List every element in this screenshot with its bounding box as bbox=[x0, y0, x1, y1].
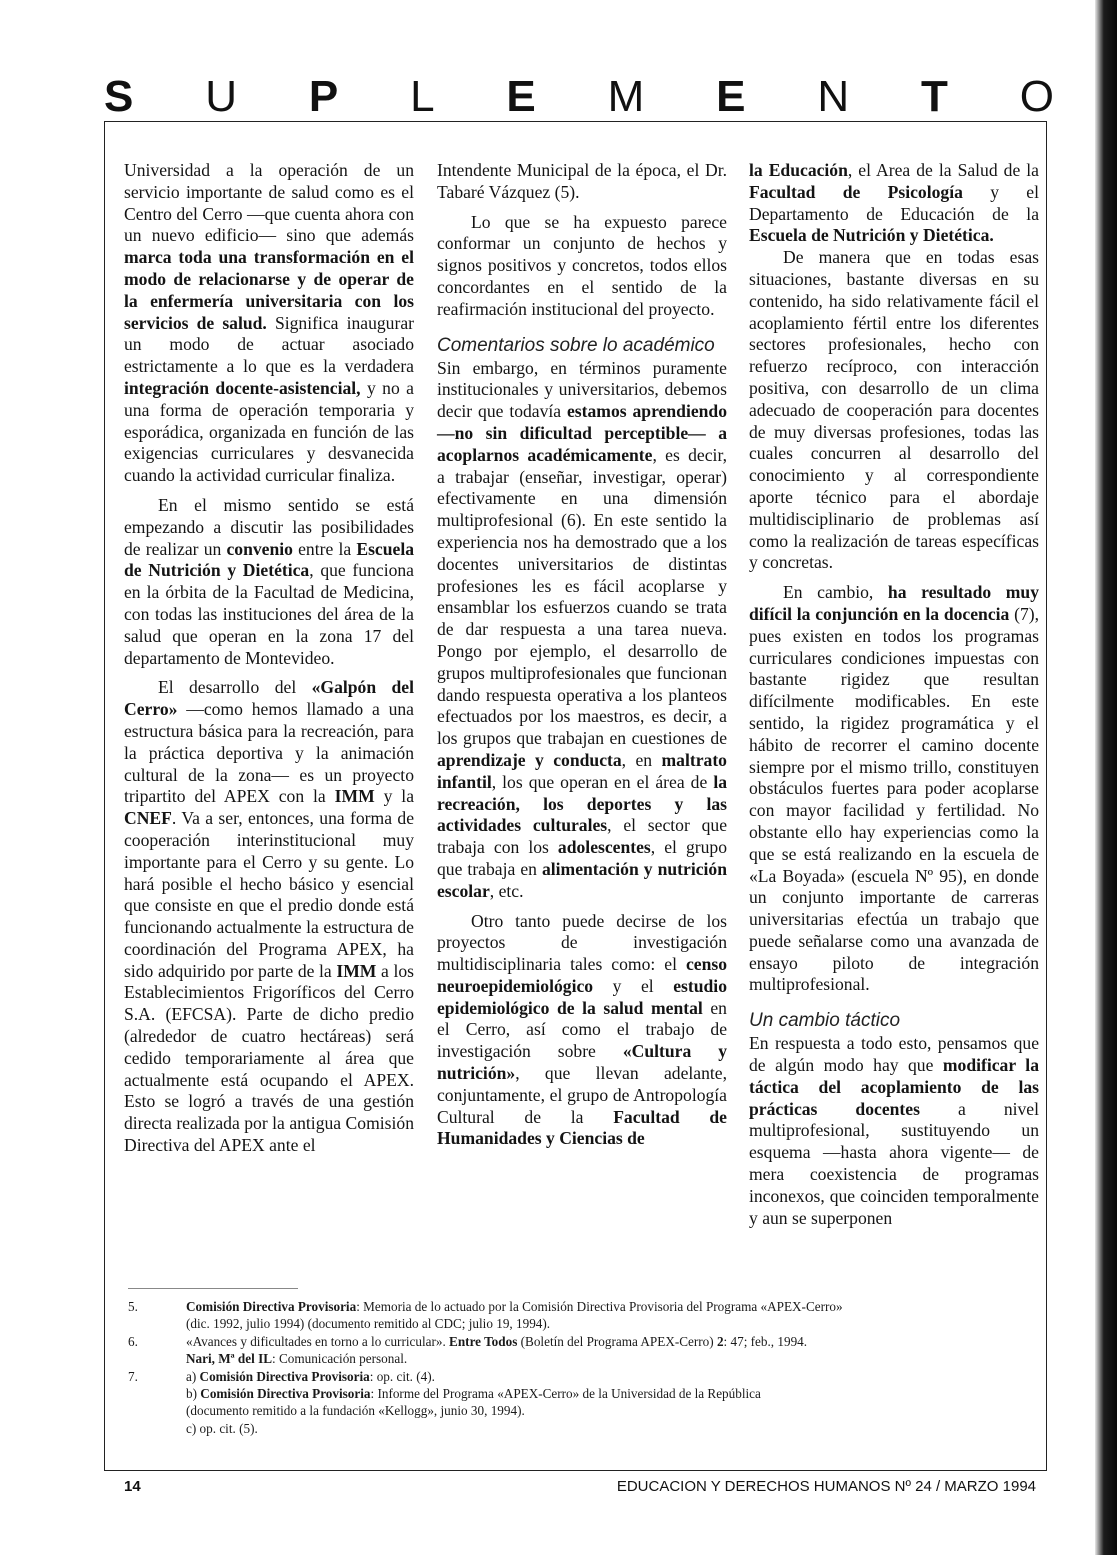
footnote-line bbox=[128, 1385, 1028, 1402]
text-column-2 bbox=[437, 160, 727, 1150]
bold-text: Entre Todos bbox=[449, 1333, 518, 1349]
banner-letter: L bbox=[410, 72, 435, 121]
footnote-line bbox=[128, 1402, 1028, 1419]
banner-letter: O bbox=[1019, 72, 1054, 121]
footnote-line bbox=[128, 1368, 1028, 1385]
footnote-text: Nari, Mª del IL: Comunicación personal. bbox=[186, 1351, 408, 1367]
bold-text: Comisión Directiva Provisoria bbox=[186, 1299, 357, 1314]
bold-text: CNEF bbox=[124, 808, 172, 829]
paragraph: En respuesta a todo esto, pensamos que de algún modo hay que modificar la táctica del acoplamiento de las prácticas docentes a nivel multiprofesional, sustituyendo un esquema —hasta ahora vigente— de mera coexistencia de programas inconexos, que coinciden temporalmente y aun se superponen bbox=[749, 1033, 1039, 1228]
bold-text: Comisión Directiva Provisoria bbox=[199, 1368, 370, 1384]
footnote-text: a) Comisión Directiva Provisoria: op. cit. (4). bbox=[186, 1368, 435, 1384]
bold-text: maltrato infantil bbox=[437, 749, 727, 792]
bold-text: marca toda una transformación en el modo de relacionarse y de operar de la enfermería universitaria con los servicios de salud. bbox=[124, 247, 414, 333]
banner-letter: P bbox=[308, 72, 339, 121]
bold-text: adolescentes bbox=[557, 837, 651, 858]
banner-letter: S bbox=[104, 72, 134, 121]
bold-text: «Cultura y nutrición» bbox=[437, 1041, 728, 1084]
footnote-number: 5. bbox=[128, 1299, 138, 1314]
footnote-number: 7. bbox=[128, 1368, 138, 1384]
bold-text: la recreación, los deportes y las actividades culturales bbox=[437, 771, 727, 836]
paragraph: Sin embargo, en términos puramente institucionales y universitarios, debemos decir que todavía estamos aprendiendo —no sin dificultad perceptible— a acoplarnos académicamente, es decir, a trabajar (enseñar, investigar, operar) efectivamente en una dimensión multiprofesional (6). En este sentido la experiencia nos ha demostrado que a los docentes universitarios de distintas profesiones les es fácil acoplarse y ensamblar los esfuerzos cuando se trata de dar respuesta a una tarea nueva. Pongo por ejemplo, el desarrollo de grupos multiprofesionales que funcionan dando respuesta operativa a los planteos efectuados por los maestros, es decir, a los grupos que trabajan en cuestiones de aprendizaje y conducta, en maltrato infantil, los que operan en el área de la recreación, los deportes y las actividades culturales, el sector que trabaja con los adolescentes, el grupo que trabaja en alimentación y nutrición escolar, etc. bbox=[437, 357, 728, 901]
footnote-line bbox=[128, 1350, 1028, 1367]
paragraph: De manera que en todas esas situaciones, bastante diversas en su contenido, ha sido relativamente fácil el acoplamiento fértil entre los diferentes sectores profesionales, hecho con refuerzo recíproco, con interacción positiva, con desarrollo de un clima adecuado de cooperación para docentes de muy diversas profesiones, todas las cuales concurren al desarrollo del conocimiento y al correspondiente aporte técnico para el abordaje multidisciplinario de problemas así como la realización de tareas específicas y concretas. bbox=[749, 247, 1039, 573]
section-heading: Comentarios sobre lo académico bbox=[437, 334, 715, 356]
bold-text: Comisión Directiva Provisoria bbox=[200, 1386, 371, 1402]
text-column-3 bbox=[749, 160, 1039, 1229]
footnote-line bbox=[128, 1315, 1028, 1332]
footnote-line bbox=[128, 1420, 1028, 1437]
paragraph: En cambio, ha resultado muy difícil la conjunción en la docencia (7), pues existen en todos los programas curriculares condiciones impuestas con bastante rigidez que resultan difícilmente modificables. En este sentido, la rigidez programática y el hábito de recorrer el camino docente siempre por el mismo trillo, constituyen obstáculos fuertes para poder acoplarse con mayor facilidad y fertilidad. No obstante ello hay experiencias como la que se está realizando en la escuela de «La Boyada» (escuela Nº 95), en donde un conjunto importante de carreras universitarias efectúa un trabajo que puede señalarse como una avanzada de ensayo piloto de integración multiprofesional. bbox=[749, 582, 1039, 995]
page-number: 14 bbox=[124, 1477, 141, 1495]
section-banner bbox=[104, 72, 1054, 122]
footnote-number bbox=[128, 1385, 186, 1402]
bold-text: IMM bbox=[334, 786, 375, 807]
bold-text: estudio epidemiológico de la salud mental bbox=[437, 975, 727, 1018]
footnote-line bbox=[128, 1333, 1028, 1350]
bold-text: Nari, Mª del IL bbox=[186, 1351, 273, 1367]
bold-text: la Educación bbox=[749, 160, 848, 180]
page-footer bbox=[124, 1474, 1036, 1498]
banner-letter: E bbox=[716, 72, 746, 121]
bold-text: aprendizaje y conducta bbox=[437, 749, 622, 770]
paragraph: En el mismo sentido se está empezando a discutir las posibilidades de realizar un convenio entre la Escuela de Nutrición y Dietética, que funciona en la órbita de la Facultad de Medicina, con todas las instituciones del área de la salud que operan en la zona 17 del departamento de Montevideo. bbox=[124, 494, 414, 668]
bold-text: estamos aprendiendo —no sin dificultad perceptible— a acoplarnos académicamente bbox=[437, 401, 728, 465]
bold-text: convenio bbox=[226, 538, 293, 559]
bold-text: Facultad de Psicología bbox=[749, 181, 963, 202]
footnote-number bbox=[128, 1402, 186, 1419]
footnote-text: (dic. 1992, julio 1994) (documento remitido al CDC; julio 19, 1994). bbox=[186, 1316, 551, 1332]
journal-issue: EDUCACION Y DERECHOS HUMANOS Nº 24 / MARZO 1994 bbox=[616, 1477, 1036, 1495]
footnote-text: c) op. cit. (5). bbox=[186, 1420, 258, 1436]
footnote-number bbox=[128, 1420, 186, 1437]
bold-text: Escuela de Nutrición y Dietética. bbox=[749, 225, 994, 246]
banner-letter: T bbox=[921, 72, 948, 121]
section-heading: Un cambio táctico bbox=[749, 1010, 901, 1032]
bold-text: modificar la táctica del acoplamiento de las prácticas docentes bbox=[749, 1055, 1039, 1119]
footnote-number bbox=[128, 1315, 186, 1332]
banner-letter: M bbox=[607, 72, 645, 121]
bold-text: «Galpón del Cerro» bbox=[124, 677, 414, 720]
paragraph: Otro tanto puede decirse de los proyectos de investigación multidisciplinaria tales como: el censo neuroepidemiológico y el estudio epidemiológico de la salud mental en el Cerro, así como el trabajo de investigación sobre «Cultura y nutrición», que llevan adelante, conjuntamente, el grupo de Antropología Cultural de la Facultad de Humanidades y Ciencias de bbox=[437, 910, 728, 1149]
bold-text: censo neuroepidemiológico bbox=[437, 954, 727, 996]
footnote-text: b) Comisión Directiva Provisoria: Informe del Programa «APEX-Cerro» de la Universidad de la República bbox=[186, 1386, 761, 1402]
bold-text: ha resultado muy difícil la conjunción en la docencia bbox=[749, 582, 1039, 624]
text-column-1 bbox=[124, 160, 414, 1157]
footnote-number bbox=[128, 1350, 186, 1367]
bold-text: 2 bbox=[716, 1333, 724, 1349]
scan-edge bbox=[1095, 0, 1117, 1555]
bold-text: Escuela de Nutrición y Dietética bbox=[124, 538, 414, 581]
footnotes bbox=[128, 1298, 1028, 1437]
footnote-text: Comisión Directiva Provisoria: Memoria de lo actuado por la Comisión Directiva Provisoria del Programa «APEX-Cerro» bbox=[186, 1299, 843, 1314]
bold-text: IMM bbox=[336, 960, 377, 981]
footnote-line bbox=[128, 1298, 1028, 1315]
footnote-divider bbox=[128, 1288, 298, 1289]
banner-letter: U bbox=[205, 72, 237, 121]
paragraph: Lo que se ha expuesto parece conformar un conjunto de hechos y signos positivos y concretos, todos ellos concordantes en el sentido de la reafirmación institucional del proyecto. bbox=[437, 211, 727, 319]
bold-text: alimentación y nutrición escolar bbox=[437, 858, 727, 901]
paragraph: Intendente Municipal de la época, el Dr. Tabaré Vázquez (5). bbox=[437, 160, 727, 202]
footnote-number: 6. bbox=[128, 1333, 138, 1349]
paragraph: Universidad a la operación de un servicio importante de salud como es el Centro del Cerro —que cuenta ahora con un nuevo edificio— sino que además marca toda una transformación en el modo de relacionarse y de operar de la enfermería universitaria con los servicios de salud. Significa inaugurar un modo de actuar asociado estrictamente a lo que es la verdadera integración docente-asistencial, y no a una forma de operación temporaria y esporádica, organizada en función de las exigencias curriculares y desvanecida cuando la actividad curricular finaliza. bbox=[124, 160, 414, 486]
banner-letter: E bbox=[506, 72, 536, 121]
bold-text: integración docente-asistencial, bbox=[124, 377, 361, 398]
paragraph: El desarrollo del «Galpón del Cerro» —como hemos llamado a una estructura básica para la recreación, para la práctica deportiva y la animación cultural de la zona— es un proyecto tripartito del APEX con la IMM y la CNEF. Va a ser, entonces, una forma de cooperación interinstitucional muy importante para el Cerro y su gente. Lo hará posible el hecho básico y esencial que consiste en que el predio donde está funcionando actualmente la estructura de coordinación del Programa APEX, ha sido adquirido por parte de la IMM a los Establecimientos Frigoríficos del Cerro S.A. (EFCSA). Parte de dicho predio (alrededor de cuatro hectáreas) será cedido temporariamente al área que actualmente está ocupando el APEX. Esto se logró a través de una gestión directa realizada por la antigua Comisión Directiva del APEX ante el bbox=[124, 677, 414, 1156]
footnote-text: «Avances y dificultades en torno a lo curricular». Entre Todos (Boletín del Programa APEX-Cerro) 2: 47; feb., 1994. bbox=[186, 1333, 808, 1349]
bold-text: Facultad de Humanidades y Ciencias de bbox=[437, 1106, 727, 1149]
footnote-text: (documento remitido a la fundación «Kellogg», junio 30, 1994). bbox=[186, 1403, 525, 1419]
banner-letter: N bbox=[817, 72, 850, 121]
paragraph: la Educación, el Area de la Salud de la Facultad de Psicología y el Departamento de Educación de la Escuela de Nutrición y Dietética. bbox=[749, 160, 1039, 246]
